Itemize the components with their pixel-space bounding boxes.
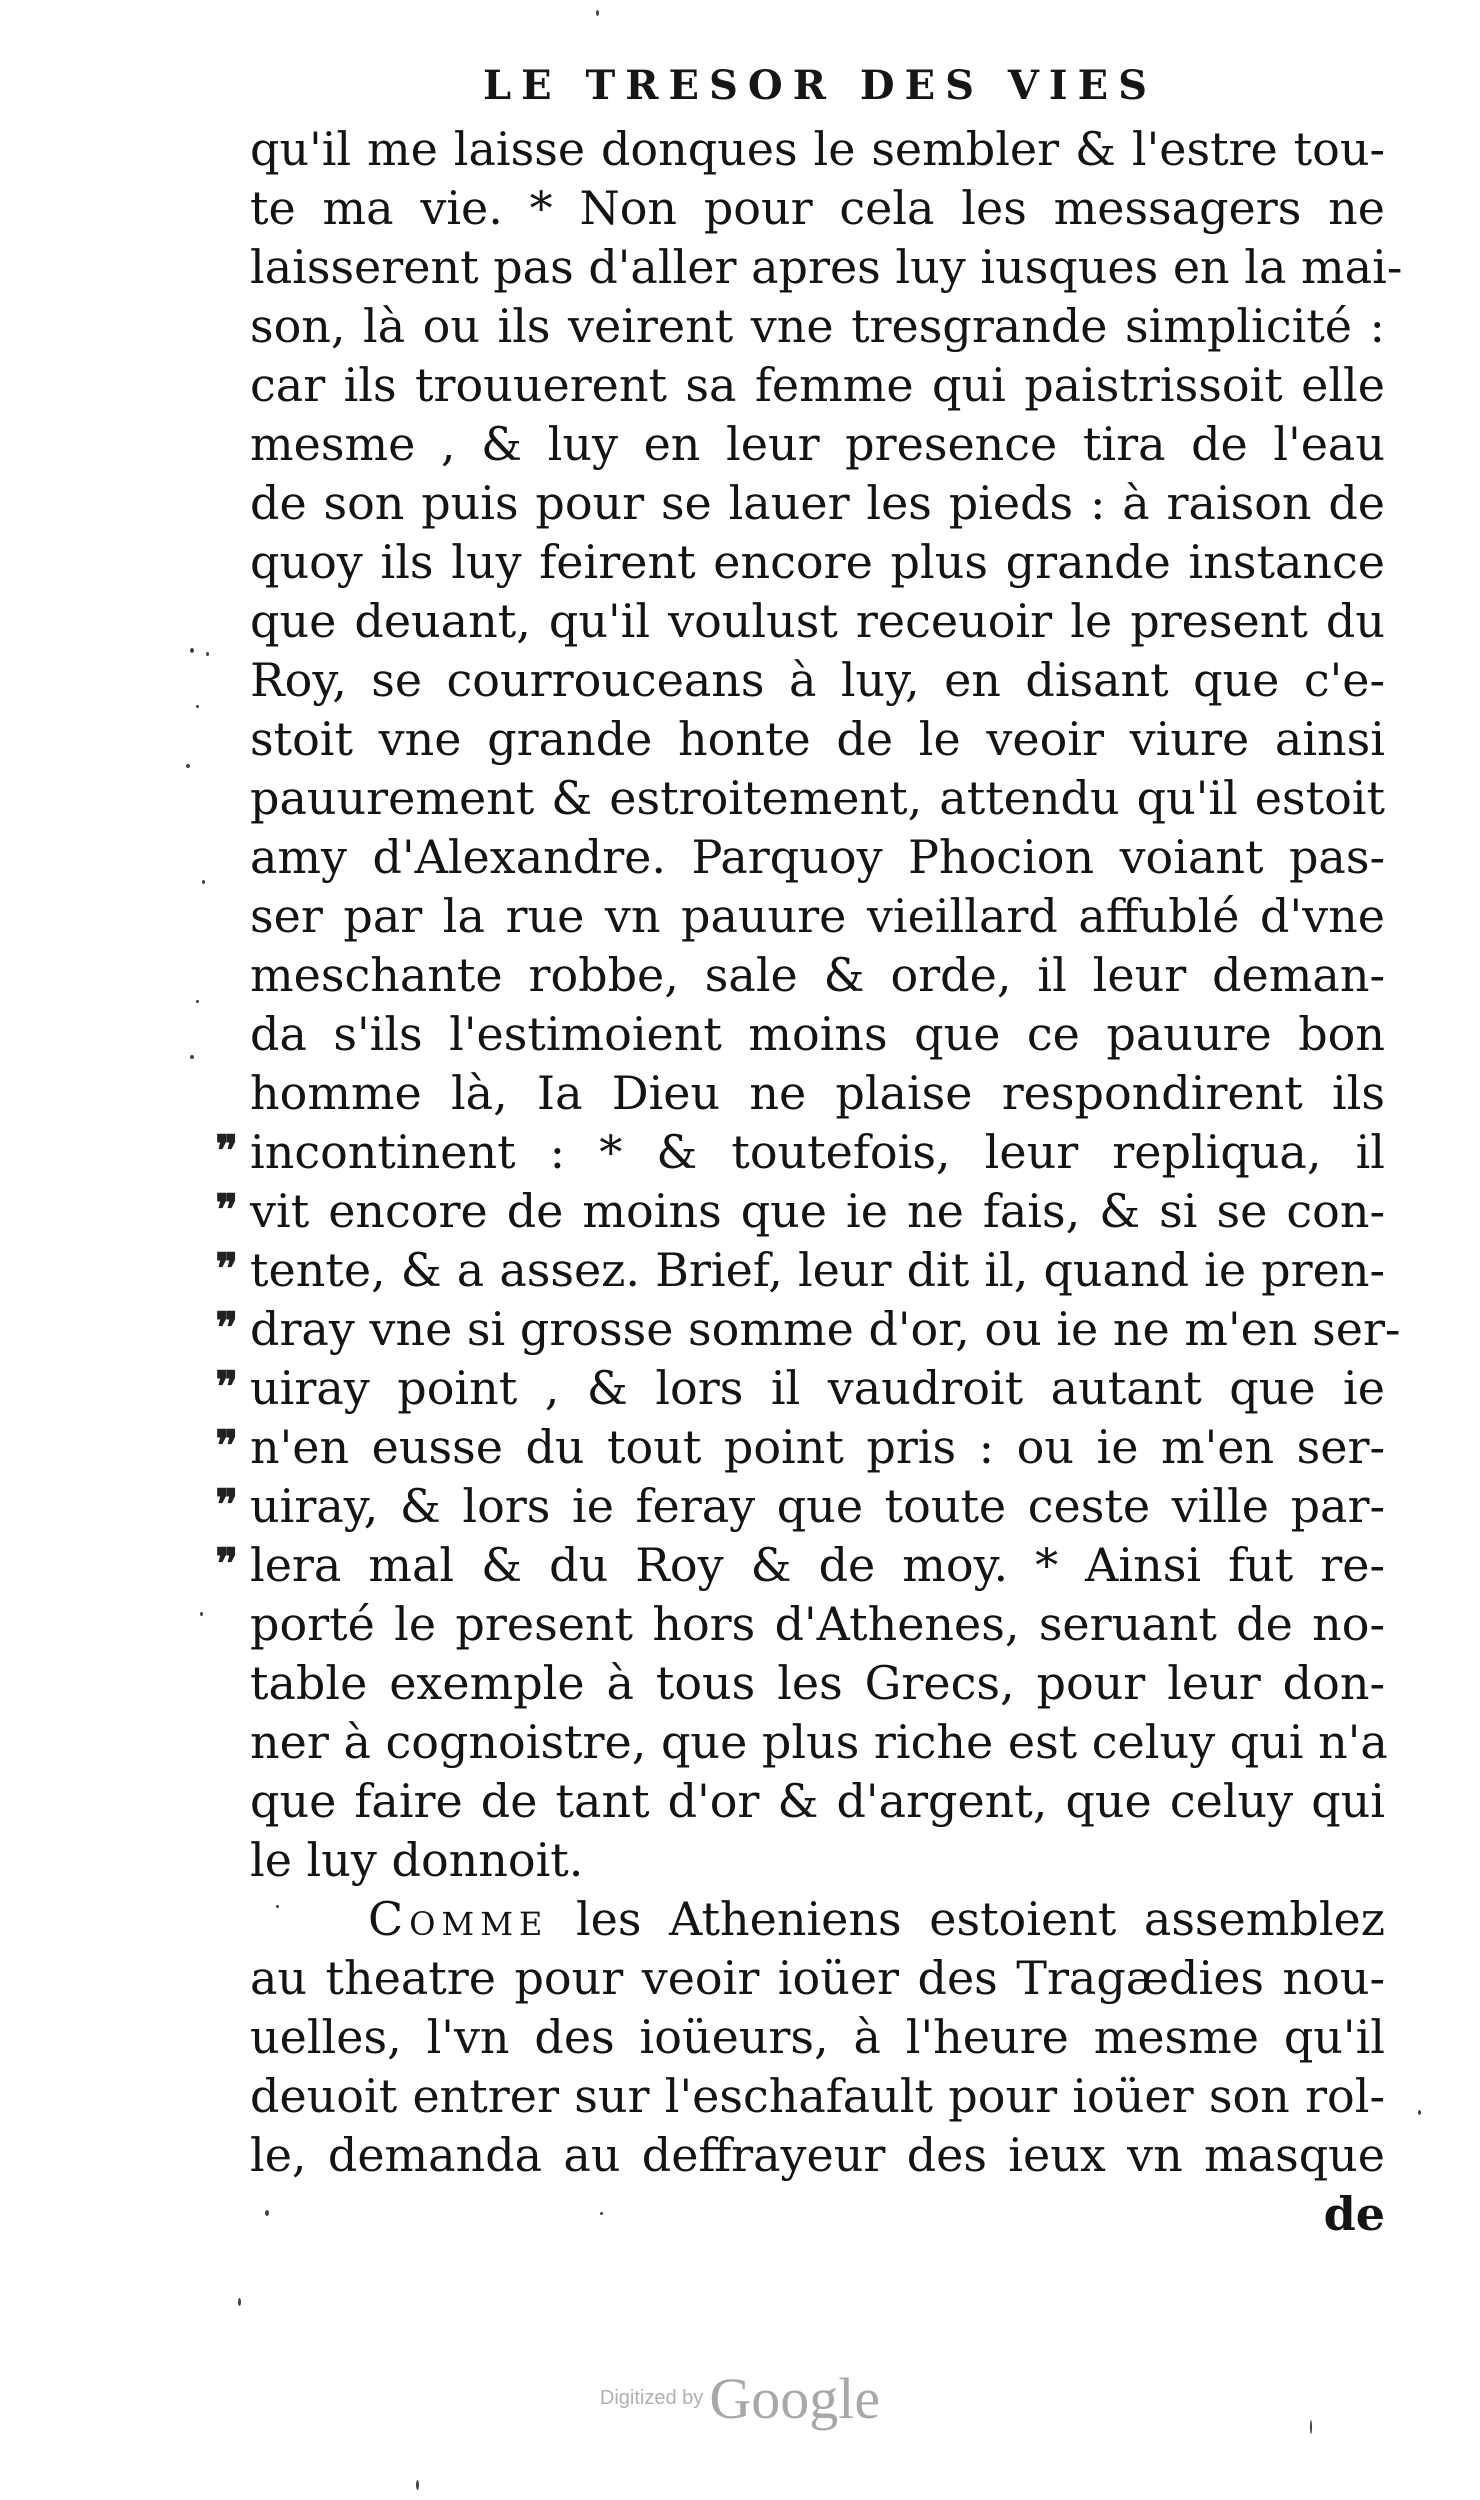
text-line: dray vne si grosse somme d'or, ou ie ne m'en ser- <box>250 1302 1401 1356</box>
digitized-by-label: Digitized by <box>599 2387 704 2409</box>
margin-quote-mark: ❞ <box>215 1421 238 1470</box>
text-line: mesme , & luy en leur presence tira de l'eau <box>250 417 1385 471</box>
text-line: stoit vne grande honte de le veoir viure ainsi <box>250 712 1385 766</box>
margin-quote-mark: ❞ <box>215 1244 238 1293</box>
text-line: son, là ou ils veirent vne tresgrande simplicité : <box>250 299 1385 353</box>
scan-speck <box>200 1612 203 1616</box>
scan-speck <box>202 880 205 884</box>
margin-quote-mark: ❞ <box>215 1303 238 1352</box>
margin-quote-mark: ❞ <box>215 1362 238 1411</box>
text-line: table exemple à tous les Grecs, pour leur don- <box>250 1656 1385 1710</box>
digitization-credit <box>0 2365 1480 2432</box>
scan-speck <box>265 2210 269 2216</box>
text-line: deuoit entrer sur l'eschafault pour ioüer son rol- <box>250 2069 1385 2123</box>
text-line: Roy, se courrouceans à luy, en disant que c'e- <box>250 653 1385 707</box>
scan-speck <box>596 10 599 16</box>
running-head: LE TRESOR DES VIES <box>482 62 1158 109</box>
text-line: homme là, Ia Dieu ne plaise respondirent ils <box>250 1066 1385 1120</box>
margin-quote-mark: ❞ <box>215 1480 238 1529</box>
scan-speck <box>1418 2110 1421 2115</box>
text-line: uiray point , & lors il vaudroit autant que ie <box>250 1361 1385 1415</box>
text-line: da s'ils l'estimoient moins que ce pauure bon <box>250 1007 1385 1061</box>
scan-speck <box>600 2212 603 2215</box>
text-line: te ma vie. * Non pour cela les messagers ne <box>250 181 1385 235</box>
text-line: incontinent : * & toutefois, leur repliqua, il <box>250 1125 1385 1179</box>
scan-speck <box>238 2298 241 2306</box>
text-line: qu'il me laisse donques le sembler & l'estre tou- <box>250 122 1385 176</box>
margin-quote-mark: ❞ <box>215 1185 238 1234</box>
text-line: meschante robbe, sale & orde, il leur deman- <box>250 948 1385 1002</box>
scan-speck <box>416 2480 419 2490</box>
body-text <box>250 120 1403 2244</box>
text-line: de son puis pour se lauer les pieds : à raison de <box>250 476 1385 530</box>
text-line: que faire de tant d'or & d'argent, que celuy qui <box>250 1774 1385 1828</box>
margin-quote-mark: ❞ <box>215 1126 238 1175</box>
text-line: n'en eusse du tout point pris : ou ie m'en ser- <box>250 1420 1385 1474</box>
text-line: ner à cognoistre, que plus riche est celuy qui n'a <box>250 1715 1388 1769</box>
scan-speck <box>196 1000 199 1003</box>
paragraph-opening-line <box>250 1890 1385 1949</box>
text-line: le, demanda au deffrayeur des ieux vn masque <box>250 2128 1385 2182</box>
scan-speck <box>276 1905 279 1908</box>
text-line: pauurement & estroitement, attendu qu'il estoit <box>250 771 1385 825</box>
text-line: tente, & a assez. Brief, leur dit il, quand ie pren- <box>250 1243 1385 1297</box>
text-line: au theatre pour veoir ioüer des Tragædies nou- <box>250 1951 1385 2005</box>
text-line: lera mal & du Roy & de moy. * Ainsi fut re- <box>250 1538 1385 1592</box>
text-line: porté le present hors d'Athenes, seruant de no- <box>250 1597 1385 1651</box>
scan-speck <box>206 652 209 656</box>
text-line: ser par la rue vn pauure vieillard affublé d'vne <box>250 889 1385 943</box>
text-line: uelles, l'vn des ioüeurs, à l'heure mesme qu'il <box>250 2010 1385 2064</box>
scan-speck <box>190 648 194 653</box>
text-line: laisserent pas d'aller apres luy iusques en la mai- <box>250 240 1403 294</box>
text-line: car ils trouuerent sa femme qui paistrissoit elle <box>250 358 1385 412</box>
paragraph-opening-rest: les Atheniens estoient assemblez <box>548 1892 1385 1946</box>
margin-quote-marks <box>168 1121 238 1593</box>
text-line: le luy donnoit. <box>250 1833 584 1887</box>
catchword: de <box>1323 2187 1385 2241</box>
margin-quote-mark: ❞ <box>215 1539 238 1588</box>
scan-speck <box>186 764 190 768</box>
text-line: amy d'Alexandre. Parquoy Phocion voiant pas- <box>250 830 1385 884</box>
text-line: uiray, & lors ie feray que toute ceste ville par- <box>250 1479 1385 1533</box>
google-wordmark: Google <box>709 2366 881 2431</box>
scan-speck <box>196 705 199 708</box>
text-line: quoy ils luy feirent encore plus grande instance <box>250 535 1385 589</box>
scan-speck <box>190 1055 194 1059</box>
text-line: vit encore de moins que ie ne fais, & si se con- <box>250 1184 1385 1238</box>
text-line: que deuant, qu'il voulust receuoir le present du <box>250 594 1385 648</box>
paragraph-initial-word: Comme <box>368 1892 549 1946</box>
